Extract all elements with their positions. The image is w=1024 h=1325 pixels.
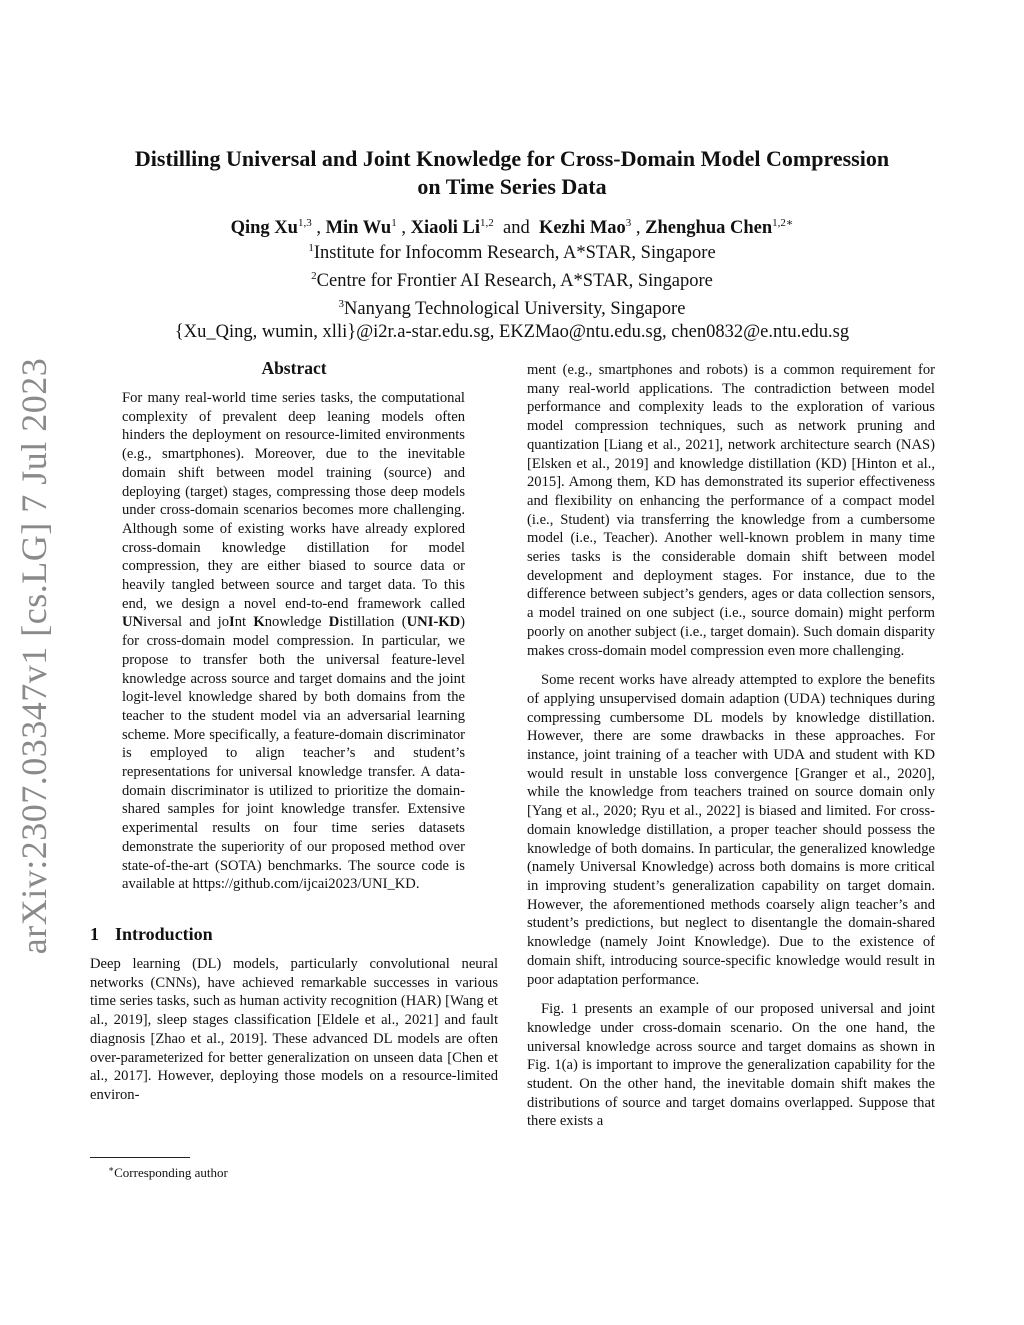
framework-acronym: UNI-KD xyxy=(406,614,461,631)
body-paragraph: Some recent works have already attempted to explore the benefits of applying unsupervised domain adaption (UDA) techniques during compressing cumbersome DL models by knowledge distillation. However, there are some drawbacks in these approaches. For instance, joint training of a teacher with UDA and student with KD would result in unstable loss convergence [Granger et al., 2020], while the knowledge from teachers trained on source domain only [Yang et al., 2020; Ryu et al., 2022] is biased and limited. For cross-domain knowledge distillation, a proper teacher should possess the knowledge of both domains. In particular, the generalized knowledge (namely Universal Knowledge) across both domains is more critical in improving student’s generalization capability on target domain. However, the aforementioned methods coarsely align teacher’s and student’s predictions, but neglect to disentangle the domain-shared knowledge (namely Joint Knowledge). Due to the existence of domain shift, introducing source-specific knowledge would result in poor adaptation performance. xyxy=(527,672,935,988)
footnote-divider xyxy=(90,1157,190,1158)
body-paragraph: ment (e.g., smartphones and robots) is a common requirement for many real-world applications. The contradiction between model performance and complexity leads to the exploration of various model compression techniques, such as network pruning and quantization [Liang et al., 2021], network architecture search (NAS) [Elsken et al., 2019] and knowledge distillation (KD) [Hinton et al., 2015]. Among them, KD has demonstrated its superior effectiveness and flexibility on enhancing the performance of a compact model (i.e., Student) via transferring the knowledge from a cumbersome model (i.e., Teacher). Another well-known problem in many time series tasks is the considerable domain shift between model development and deployment stages. For instance, due to the difference between subject’s genders, ages or data collection sensors, a model trained on one subject (i.e., source domain) might perform poorly on another subject (i.e., target domain). Such domain disparity makes cross-domain model compression even more challenging. xyxy=(527,362,935,659)
arxiv-sidebar xyxy=(14,357,54,955)
affiliation-line xyxy=(60,237,964,265)
abstract-text-part-2: ) for cross-domain model compression. In particular, we propose to transfer both the universal feature-level knowledge across source and target domains and the joint logit-level knowledge shared by both domains from the teacher to the student model via an adversarial learning scheme. More specifically, a feature-domain discriminator is employed to align teacher’s and student’s representations for universal knowledge transfer. A data-domain discriminator is utilized to prioritize the domain-shared samples for joint knowledge transfer. Extensive experimental results on four time series datasets demonstrate the superiority of our proposed method over state-of-the-art (SOTA) benchmarks. The source code is available at https://github.com/ijcai2023/UNI_KD. xyxy=(122,614,465,893)
footnote xyxy=(108,1160,228,1182)
author-name: Min Wu xyxy=(325,218,392,238)
body-paragraph: Fig. 1 presents an example of our proposed universal and joint knowledge under cross-domain scenario. On the one hand, the universal knowledge across source and target domains as shown in Fig. 1(a) is important to improve the generalization capability for the student. On the other hand, the inevitable domain shift makes the distributions of source and target domains overlapped. Suppose that there exists a xyxy=(527,1001,935,1130)
paper-title xyxy=(60,145,964,201)
author-name: Qing Xu xyxy=(230,218,298,238)
affiliation-line xyxy=(60,265,964,293)
framework-name-part: istillation ( xyxy=(339,614,407,631)
affiliation-block xyxy=(60,237,964,344)
affiliation-text: Nanyang Technological University, Singapore xyxy=(344,299,686,319)
affiliation-text: Institute for Infocomm Research, A*STAR, Singapore xyxy=(313,243,716,263)
framework-name-initial: UN xyxy=(122,614,144,631)
author-name: Zhenghua Chen xyxy=(645,218,773,238)
email-line: {Xu_Qing, wumin, xlli}@i2r.a-star.edu.sg, EKZMao@ntu.edu.sg, chen0832@e.ntu.edu.sg xyxy=(174,322,850,342)
footnote-mark: ∗ xyxy=(108,1164,115,1174)
framework-name-part: nt xyxy=(234,614,254,631)
author-separator: , xyxy=(316,218,321,238)
author-separator: , xyxy=(635,218,641,238)
affiliation-mark: 1 xyxy=(308,242,314,254)
author-affiliation-mark: 1,2∗ xyxy=(772,217,794,229)
title-line-2: on Time Series Data xyxy=(417,174,607,199)
section-number: 1 xyxy=(90,923,99,944)
affiliation-text: Centre for Frontier AI Research, A*STAR, Singapore xyxy=(316,271,713,291)
framework-name-part: iversal and jo xyxy=(143,614,230,631)
framework-name-initial: K xyxy=(253,614,265,631)
affiliation-mark: 2 xyxy=(311,270,317,282)
abstract-heading: Abstract xyxy=(261,358,327,378)
arxiv-identifier: arXiv:2307.03347v1 [cs.LG] 7 Jul 2023 xyxy=(14,357,54,955)
affiliation-mark: 3 xyxy=(338,298,345,310)
footnote-text: Corresponding author xyxy=(114,1165,228,1180)
abstract-body xyxy=(122,389,465,894)
section-heading-introduction xyxy=(90,924,498,945)
framework-name-initial: D xyxy=(328,614,340,631)
author-name: Xiaoli Li xyxy=(410,218,480,238)
author-affiliation-mark: 1 xyxy=(391,217,397,229)
framework-name-part: nowledge xyxy=(264,614,329,631)
author-affiliation-mark: 3 xyxy=(625,217,632,229)
author-and: and xyxy=(502,218,530,238)
left-column xyxy=(90,358,498,1105)
author-affiliation-mark: 1,3 xyxy=(297,217,312,229)
right-column xyxy=(527,361,935,1131)
section-title: Introduction xyxy=(115,923,213,944)
abstract-text-part-1: For many real-world time series tasks, the computational complexity of prevalent deep leaning models often hinders the deployment on resource-limited environments (e.g., smartphones). Moreover, due to the inevitable domain shift between model training (source) and deploying (target) stages, compressing those deep models under cross-domain scenarios becomes more challenging. Although some of existing works have already explored cross-domain knowledge distillation for model compression, they are either biased to source data or heavily tangled between source and target data. To this end, we design a novel end-to-end framework called xyxy=(122,390,465,612)
author-name: Kezhi Mao xyxy=(538,218,626,238)
title-line-1: Distilling Universal and Joint Knowledge for Cross-Domain Model Compression xyxy=(134,146,890,171)
intro-paragraph: Deep learning (DL) models, particularly convolutional neural networks (CNNs), have achieved remarkable successes in various time series tasks, such as human activity recognition (HAR) [Wang et al., 2019], sleep stages classification [Eldele et al., 2021] and fault diagnosis [Zhao et al., 2019]. These advanced DL models are often over-parameterized for better generalization on unseen data [Chen et al., 2017]. However, deploying those models on a resource-limited environ- xyxy=(90,955,498,1103)
framework-name-initial: I xyxy=(229,614,235,631)
author-separator: , xyxy=(401,218,406,238)
author-affiliation-mark: 1,2 xyxy=(479,217,494,229)
affiliation-line xyxy=(60,293,964,321)
